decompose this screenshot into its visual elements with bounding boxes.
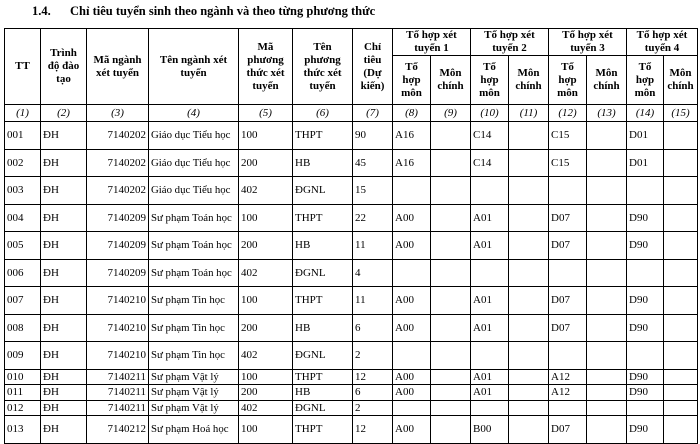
index-cell: (3) [87, 105, 149, 122]
cell-combo-3-main [587, 369, 627, 385]
header-combo-4: Tổ hợp xét tuyển 4 [627, 29, 698, 56]
cell-tt: 001 [5, 122, 41, 150]
cell-combo-4-subjects: D90 [627, 416, 664, 444]
cell-combo-4-subjects: D90 [627, 287, 664, 315]
section-title: Chỉ tiêu tuyển sinh theo ngành và theo từng phương thức [70, 4, 376, 18]
cell-method-name: HB [293, 149, 353, 177]
cell-combo-1-subjects: A00 [393, 385, 431, 401]
cell-combo-4-main [664, 416, 698, 444]
cell-method-code: 200 [239, 385, 293, 401]
cell-major-name: Sư phạm Tin học [149, 342, 239, 370]
cell-method-name: HB [293, 385, 353, 401]
cell-major-code: 7140211 [87, 400, 149, 416]
section-heading [32, 4, 375, 19]
cell-level: ĐH [41, 149, 87, 177]
cell-combo-3-subjects: A12 [549, 369, 587, 385]
cell-level: ĐH [41, 232, 87, 260]
header-subjects-4: Tổ hợp môn [627, 56, 664, 105]
cell-method-name: HB [293, 232, 353, 260]
cell-combo-2-main [509, 385, 549, 401]
index-cell: (11) [509, 105, 549, 122]
cell-combo-1-subjects: A16 [393, 149, 431, 177]
cell-major-name: Sư phạm Tin học [149, 314, 239, 342]
cell-major-code: 7140202 [87, 149, 149, 177]
cell-major-name: Sư phạm Toán học [149, 259, 239, 287]
header-major-code: Mã ngành xét tuyển [87, 29, 149, 105]
cell-combo-4-main [664, 149, 698, 177]
cell-combo-2-main [509, 149, 549, 177]
cell-combo-4-main [664, 369, 698, 385]
cell-major-name: Giáo dục Tiểu học [149, 177, 239, 205]
cell-combo-1-main [431, 342, 471, 370]
cell-combo-2-main [509, 342, 549, 370]
cell-combo-4-main [664, 204, 698, 232]
cell-major-name: Giáo dục Tiểu học [149, 122, 239, 150]
cell-combo-2-main [509, 122, 549, 150]
cell-level: ĐH [41, 177, 87, 205]
cell-quota: 6 [353, 385, 393, 401]
index-cell: (6) [293, 105, 353, 122]
cell-combo-4-subjects [627, 342, 664, 370]
cell-major-name: Sư phạm Hoá học [149, 416, 239, 444]
cell-major-name: Sư phạm Toán học [149, 204, 239, 232]
cell-method-name: THPT [293, 204, 353, 232]
cell-combo-4-subjects: D90 [627, 204, 664, 232]
cell-major-code: 7140210 [87, 287, 149, 315]
cell-method-name: THPT [293, 416, 353, 444]
header-level: Trình độ đào tạo [41, 29, 87, 105]
cell-combo-1-main [431, 122, 471, 150]
cell-method-name: THPT [293, 369, 353, 385]
cell-combo-2-subjects: A01 [471, 204, 509, 232]
cell-combo-4-subjects [627, 259, 664, 287]
cell-combo-1-main [431, 385, 471, 401]
cell-combo-1-main [431, 232, 471, 260]
cell-major-name: Sư phạm Toán học [149, 232, 239, 260]
cell-method-code: 200 [239, 232, 293, 260]
cell-combo-3-subjects: D07 [549, 204, 587, 232]
cell-major-code: 7140209 [87, 259, 149, 287]
table-row [5, 342, 698, 370]
cell-combo-4-main [664, 342, 698, 370]
cell-quota: 22 [353, 204, 393, 232]
cell-combo-1-subjects: A00 [393, 314, 431, 342]
cell-combo-2-subjects: A01 [471, 287, 509, 315]
cell-level: ĐH [41, 342, 87, 370]
cell-level: ĐH [41, 314, 87, 342]
cell-quota: 11 [353, 232, 393, 260]
index-cell: (2) [41, 105, 87, 122]
table-row [5, 204, 698, 232]
table-row [5, 122, 698, 150]
cell-combo-3-subjects: D07 [549, 416, 587, 444]
index-cell: (10) [471, 105, 509, 122]
cell-tt: 002 [5, 149, 41, 177]
table-row [5, 400, 698, 416]
cell-combo-2-main [509, 204, 549, 232]
cell-combo-3-subjects: D07 [549, 287, 587, 315]
cell-combo-3-subjects: C15 [549, 149, 587, 177]
cell-combo-4-subjects [627, 177, 664, 205]
header-main-subject-4: Môn chính [664, 56, 698, 105]
cell-level: ĐH [41, 385, 87, 401]
cell-tt: 012 [5, 400, 41, 416]
cell-combo-1-subjects [393, 259, 431, 287]
cell-quota: 12 [353, 369, 393, 385]
table-row [5, 314, 698, 342]
cell-method-code: 100 [239, 122, 293, 150]
table-row [5, 259, 698, 287]
cell-combo-4-main [664, 259, 698, 287]
cell-level: ĐH [41, 204, 87, 232]
cell-combo-2-main [509, 416, 549, 444]
index-cell: (1) [5, 105, 41, 122]
cell-combo-3-main [587, 287, 627, 315]
header-method-name: Tên phương thức xét tuyển [293, 29, 353, 105]
cell-combo-4-subjects: D90 [627, 232, 664, 260]
cell-major-name: Sư phạm Vật lý [149, 369, 239, 385]
admission-quota-table [4, 28, 698, 444]
cell-method-name: ĐGNL [293, 259, 353, 287]
cell-combo-3-main [587, 342, 627, 370]
table-row [5, 287, 698, 315]
cell-tt: 003 [5, 177, 41, 205]
section-number: 1.4. [32, 4, 51, 18]
cell-method-code: 402 [239, 400, 293, 416]
cell-combo-3-subjects: C15 [549, 122, 587, 150]
cell-combo-4-main [664, 232, 698, 260]
cell-quota: 90 [353, 122, 393, 150]
cell-combo-2-subjects: A01 [471, 232, 509, 260]
cell-combo-2-subjects: C14 [471, 149, 509, 177]
header-main-subject-3: Môn chính [587, 56, 627, 105]
cell-method-name: ĐGNL [293, 177, 353, 205]
cell-combo-1-main [431, 416, 471, 444]
cell-quota: 6 [353, 314, 393, 342]
index-cell: (9) [431, 105, 471, 122]
cell-level: ĐH [41, 400, 87, 416]
cell-combo-4-main [664, 177, 698, 205]
cell-major-code: 7140211 [87, 369, 149, 385]
cell-method-name: THPT [293, 122, 353, 150]
table-row [5, 232, 698, 260]
cell-quota: 45 [353, 149, 393, 177]
header-major-name: Tên ngành xét tuyển [149, 29, 239, 105]
cell-combo-4-subjects: D01 [627, 149, 664, 177]
cell-major-code: 7140210 [87, 342, 149, 370]
cell-combo-2-subjects [471, 259, 509, 287]
cell-combo-3-main [587, 177, 627, 205]
header-combo-1: Tổ hợp xét tuyển 1 [393, 29, 471, 56]
cell-method-code: 402 [239, 342, 293, 370]
table-row [5, 416, 698, 444]
cell-combo-1-subjects: A00 [393, 287, 431, 315]
cell-combo-4-subjects: D90 [627, 385, 664, 401]
cell-major-code: 7140209 [87, 232, 149, 260]
header-subjects-2: Tổ hợp môn [471, 56, 509, 105]
cell-combo-1-main [431, 177, 471, 205]
cell-combo-3-main [587, 204, 627, 232]
index-cell: (15) [664, 105, 698, 122]
index-cell: (8) [393, 105, 431, 122]
cell-combo-1-subjects [393, 342, 431, 370]
cell-combo-3-subjects [549, 177, 587, 205]
cell-combo-2-subjects: A01 [471, 385, 509, 401]
cell-quota: 4 [353, 259, 393, 287]
table-row [5, 369, 698, 385]
cell-combo-1-main [431, 204, 471, 232]
cell-method-code: 200 [239, 149, 293, 177]
cell-combo-3-subjects [549, 342, 587, 370]
cell-combo-1-main [431, 314, 471, 342]
cell-combo-3-main [587, 400, 627, 416]
cell-method-code: 100 [239, 204, 293, 232]
cell-method-code: 100 [239, 369, 293, 385]
cell-combo-1-subjects: A00 [393, 232, 431, 260]
cell-combo-3-main [587, 259, 627, 287]
header-tt: TT [5, 29, 41, 105]
cell-combo-4-main [664, 122, 698, 150]
cell-combo-1-subjects: A00 [393, 204, 431, 232]
cell-combo-2-main [509, 259, 549, 287]
cell-tt: 010 [5, 369, 41, 385]
cell-combo-1-main [431, 400, 471, 416]
cell-combo-1-main [431, 149, 471, 177]
header-main-subject-2: Môn chính [509, 56, 549, 105]
cell-combo-1-subjects [393, 177, 431, 205]
cell-quota: 15 [353, 177, 393, 205]
cell-level: ĐH [41, 259, 87, 287]
index-cell: (14) [627, 105, 664, 122]
cell-combo-3-subjects [549, 259, 587, 287]
cell-method-code: 402 [239, 177, 293, 205]
index-cell: (7) [353, 105, 393, 122]
cell-level: ĐH [41, 122, 87, 150]
cell-major-name: Sư phạm Tin học [149, 287, 239, 315]
cell-level: ĐH [41, 369, 87, 385]
cell-combo-1-main [431, 369, 471, 385]
cell-combo-4-subjects: D90 [627, 369, 664, 385]
cell-combo-3-main [587, 416, 627, 444]
cell-major-code: 7140209 [87, 204, 149, 232]
cell-method-code: 100 [239, 416, 293, 444]
cell-combo-2-subjects [471, 400, 509, 416]
index-cell: (12) [549, 105, 587, 122]
cell-combo-3-main [587, 385, 627, 401]
header-method-code: Mã phương thức xét tuyển [239, 29, 293, 105]
cell-major-code: 7140212 [87, 416, 149, 444]
cell-combo-2-subjects [471, 177, 509, 205]
cell-combo-1-subjects: A00 [393, 416, 431, 444]
cell-tt: 013 [5, 416, 41, 444]
cell-tt: 009 [5, 342, 41, 370]
cell-quota: 2 [353, 400, 393, 416]
cell-combo-2-subjects: B00 [471, 416, 509, 444]
cell-tt: 005 [5, 232, 41, 260]
cell-combo-3-subjects: D07 [549, 314, 587, 342]
header-subjects-1: Tổ hợp môn [393, 56, 431, 105]
cell-tt: 011 [5, 385, 41, 401]
cell-method-code: 200 [239, 314, 293, 342]
cell-combo-2-main [509, 314, 549, 342]
cell-combo-4-main [664, 385, 698, 401]
cell-method-code: 100 [239, 287, 293, 315]
cell-combo-2-subjects: A01 [471, 369, 509, 385]
cell-combo-3-main [587, 232, 627, 260]
cell-major-name: Sư phạm Vật lý [149, 400, 239, 416]
column-index-row [5, 105, 698, 122]
cell-method-name: ĐGNL [293, 342, 353, 370]
cell-tt: 008 [5, 314, 41, 342]
cell-quota: 11 [353, 287, 393, 315]
header-subjects-3: Tổ hợp môn [549, 56, 587, 105]
cell-combo-1-main [431, 259, 471, 287]
header-combo-2: Tổ hợp xét tuyển 2 [471, 29, 549, 56]
cell-major-code: 7140202 [87, 122, 149, 150]
cell-combo-1-subjects [393, 400, 431, 416]
cell-combo-1-subjects: A16 [393, 122, 431, 150]
cell-tt: 007 [5, 287, 41, 315]
cell-method-name: THPT [293, 287, 353, 315]
cell-combo-2-main [509, 177, 549, 205]
cell-combo-4-main [664, 400, 698, 416]
cell-combo-3-subjects [549, 400, 587, 416]
cell-quota: 12 [353, 416, 393, 444]
cell-combo-4-subjects: D90 [627, 314, 664, 342]
index-cell: (13) [587, 105, 627, 122]
cell-combo-3-main [587, 149, 627, 177]
cell-major-name: Sư phạm Vật lý [149, 385, 239, 401]
cell-combo-3-subjects: A12 [549, 385, 587, 401]
cell-combo-2-main [509, 400, 549, 416]
cell-method-name: HB [293, 314, 353, 342]
cell-combo-2-main [509, 287, 549, 315]
table-row [5, 385, 698, 401]
cell-combo-1-main [431, 287, 471, 315]
cell-combo-2-subjects: C14 [471, 122, 509, 150]
cell-major-code: 7140210 [87, 314, 149, 342]
cell-combo-1-subjects: A00 [393, 369, 431, 385]
cell-combo-3-main [587, 122, 627, 150]
cell-combo-4-subjects: D01 [627, 122, 664, 150]
cell-combo-2-subjects [471, 342, 509, 370]
table-row [5, 177, 698, 205]
header-quota: Chỉ tiêu (Dự kiến) [353, 29, 393, 105]
index-cell: (5) [239, 105, 293, 122]
table-body [5, 122, 698, 444]
index-cell: (4) [149, 105, 239, 122]
cell-combo-4-main [664, 314, 698, 342]
cell-quota: 2 [353, 342, 393, 370]
table-row [5, 149, 698, 177]
cell-combo-4-main [664, 287, 698, 315]
cell-combo-2-main [509, 232, 549, 260]
cell-combo-2-subjects: A01 [471, 314, 509, 342]
header-combo-3: Tổ hợp xét tuyển 3 [549, 29, 627, 56]
cell-combo-2-main [509, 369, 549, 385]
cell-combo-4-subjects [627, 400, 664, 416]
cell-combo-3-subjects: D07 [549, 232, 587, 260]
cell-level: ĐH [41, 287, 87, 315]
cell-major-name: Giáo dục Tiểu học [149, 149, 239, 177]
header-main-subject-1: Môn chính [431, 56, 471, 105]
cell-tt: 004 [5, 204, 41, 232]
cell-method-name: ĐGNL [293, 400, 353, 416]
cell-major-code: 7140202 [87, 177, 149, 205]
cell-tt: 006 [5, 259, 41, 287]
cell-combo-3-main [587, 314, 627, 342]
cell-method-code: 402 [239, 259, 293, 287]
cell-major-code: 7140211 [87, 385, 149, 401]
cell-level: ĐH [41, 416, 87, 444]
